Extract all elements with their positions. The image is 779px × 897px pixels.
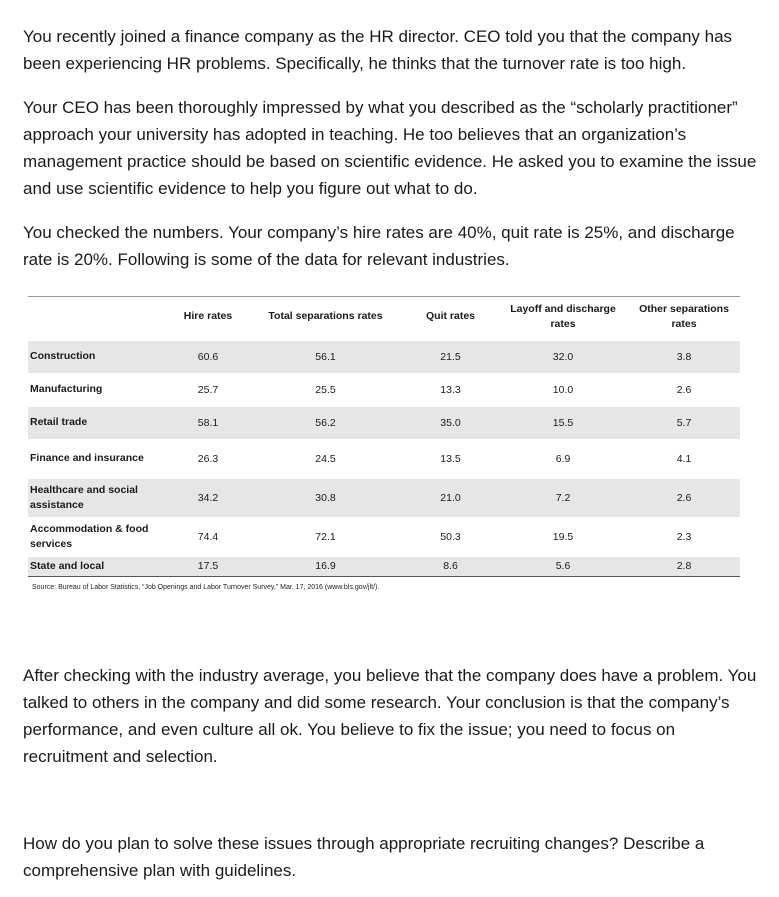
other-separations-cell: 2.6 <box>628 479 740 517</box>
hire-rate-cell: 25.7 <box>197 383 219 396</box>
quit-rate-cell: 13.3 <box>440 383 461 396</box>
total-separations-cell: 24.5 <box>315 452 336 465</box>
header-industry <box>28 297 168 337</box>
header-layoff-discharge: Layoff and discharge rates <box>510 302 616 330</box>
quit-rate-cell: 35.0 <box>403 407 498 439</box>
conclusion-paragraph: After checking with the industry average, you believe that the company does have a problem. You talked to others in the company and did some research. Your conclusion is that the company’s performance, and even culture all ok. You believe to fix the issue; you need to focus on recruitment and selection. <box>23 666 757 766</box>
total-separations-cell: 72.1 <box>315 530 336 543</box>
layoff-discharge-cell: 7.2 <box>498 479 628 517</box>
industry-cell: State and local <box>28 557 168 577</box>
layoff-discharge-cell: 15.5 <box>498 407 628 439</box>
table-row <box>28 517 740 557</box>
quit-rate-cell: 21.0 <box>403 479 498 517</box>
hire-rate-cell: 34.2 <box>168 479 248 517</box>
header-hire-rates: Hire rates <box>183 310 233 323</box>
other-separations-cell: 5.7 <box>628 407 740 439</box>
other-separations-cell: 3.8 <box>628 341 740 373</box>
total-separations-cell: 56.2 <box>248 407 403 439</box>
numbers-paragraph: You checked the numbers. Your company’s hire rates are 40%, quit rate is 25%, and discharge rate is 20%. Following is some of the data for relevant industries. <box>23 223 735 269</box>
quit-rate-cell: 21.5 <box>403 341 498 373</box>
industry-cell: Construction <box>28 341 168 373</box>
quit-rate-cell: 8.6 <box>403 557 498 577</box>
other-separations-cell: 2.6 <box>676 383 692 396</box>
hire-rate-cell: 58.1 <box>168 407 248 439</box>
header-total-separations: Total separations rates <box>268 310 383 323</box>
header-quit-rates: Quit rates <box>425 310 475 323</box>
industry-cell: Accommodation & food services <box>30 522 149 550</box>
header-other-separations: Other separations rates <box>639 302 729 330</box>
table-row <box>28 407 740 439</box>
table-row <box>28 557 740 577</box>
layoff-discharge-cell: 19.5 <box>552 530 574 543</box>
other-separations-cell: 2.8 <box>628 557 740 577</box>
table-row <box>28 439 740 479</box>
layoff-discharge-cell: 10.0 <box>552 383 574 396</box>
layoff-discharge-cell: 32.0 <box>498 341 628 373</box>
total-separations-cell: 25.5 <box>315 383 336 396</box>
total-separations-cell: 16.9 <box>248 557 403 577</box>
table-row <box>28 341 740 373</box>
industry-cell: Healthcare and social assistance <box>28 479 168 517</box>
total-separations-cell: 30.8 <box>248 479 403 517</box>
industry-cell: Manufacturing <box>30 383 103 395</box>
other-separations-cell: 2.3 <box>676 530 692 543</box>
turnover-table-container <box>28 296 740 608</box>
hire-rate-cell: 74.4 <box>197 530 219 543</box>
turnover-table <box>28 296 740 577</box>
industry-cell: Finance and insurance <box>30 452 144 464</box>
ceo-paragraph: Your CEO has been thoroughly impressed by what you described as the “scholarly practitioner” approach your university has adopted in teaching. He too believes that an organization’s management practice should be based on scientific evidence. He asked you to examine the issue and use scientific evidence to help you figure out what to do. <box>23 98 757 198</box>
table-row <box>28 373 740 407</box>
hire-rate-cell: 26.3 <box>197 452 219 465</box>
layoff-discharge-cell: 5.6 <box>498 557 628 577</box>
hire-rate-cell: 60.6 <box>168 341 248 373</box>
quit-rate-cell: 50.3 <box>440 530 461 543</box>
total-separations-cell: 56.1 <box>248 341 403 373</box>
table-source-note: Source: Bureau of Labor Statistics, “Job Openings and Labor Turnover Survey,” Mar. 17, 2016 (www.bls.gov/jlt/). <box>32 584 380 591</box>
table-header-row <box>28 297 740 337</box>
hire-rate-cell: 17.5 <box>168 557 248 577</box>
intro-paragraph: You recently joined a finance company as the HR director. CEO told you that the company has been experiencing HR problems. Specifically, he thinks that the turnover rate is too high. <box>23 27 733 73</box>
quit-rate-cell: 13.5 <box>440 452 461 465</box>
industry-cell: Retail trade <box>28 407 168 439</box>
table-row <box>28 479 740 517</box>
question-paragraph: How do you plan to solve these issues through appropriate recruiting changes? Describe a comprehensive plan with guidelines. <box>23 834 705 880</box>
layoff-discharge-cell: 6.9 <box>555 452 571 465</box>
other-separations-cell: 4.1 <box>676 452 692 465</box>
